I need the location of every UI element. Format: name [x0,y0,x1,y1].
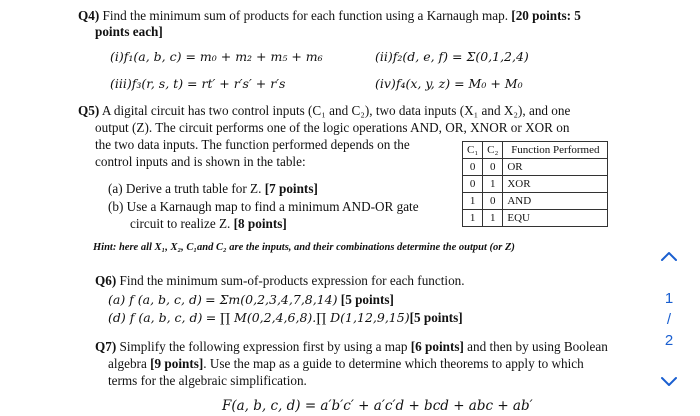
cell-c1: 0 [463,176,483,193]
page-navigator [656,248,682,398]
header-c2: C₂ [483,142,503,159]
table-row [463,193,608,210]
total-pages-number: 2 [664,332,674,349]
cell-function: EQU [503,210,608,227]
q6-a-expr: = Σm(0,2,3,4,7,8,14) [205,292,338,307]
q6-part-a [108,292,394,308]
q4-text: Find the minimum sum of products for each function using a Karnaugh map. [102,8,508,23]
q7-number: Q7) [95,339,117,354]
function-table [462,141,608,227]
q6-a-label: (a) f (a, b, c, d) [108,292,202,307]
q6-d-expr: = ∏ M(0,2,4,6,8).∏ D(1,12,9,15) [205,310,410,325]
q6-number: Q6) [95,273,117,288]
table-row [463,176,608,193]
q4-f1: (i)f₁(a, b, c) = m₀ + m₂ + m₅ + m₆ [110,49,323,64]
q6-part-d [108,310,463,326]
q7-line2-tail: . Use the map as a guide to determine which theorems to apply to which [203,356,584,371]
q5-part-a-points: [7 points] [264,181,318,196]
cell-c1: 1 [463,210,483,227]
q7-line1-tail: and then by using Boolean [467,339,608,354]
cell-function: AND [503,193,608,210]
chevron-up-icon[interactable] [660,248,678,266]
q5-text-1: A digital circuit has two control inputs (C₁ and C₂), two data inputs (X₁ and X₂), and one [101,103,571,118]
q7-line3: terms for the algebraic simplification. [108,373,307,388]
q6-heading [95,273,465,289]
cell-function: OR [503,159,608,176]
cell-c1: 1 [463,193,483,210]
q4-number: Q4) [78,8,100,23]
q5-number: Q5) [78,103,100,118]
q5-part-a [108,181,318,197]
q6-d-label: (d) f (a, b, c, d) [108,310,203,325]
chevron-down-icon[interactable] [660,372,678,390]
q6-d-points: [5 points] [409,310,463,325]
q5-hint: Hint: here all X₁, X₂, C₁and C₂ are the inputs, and their combinations determine the output (or Z) [93,242,515,253]
q4-points: [20 points: 5 [511,8,581,23]
q4-f2: (ii)f₂(d, e, f) = Σ(0,1,2,4) [375,49,529,64]
q5-part-b-text: circuit to realize Z. [130,216,231,231]
q7-line2-points: [9 points] [150,356,204,371]
q5-line1 [78,103,570,119]
q5-part-b: (b) Use a Karnaugh map to find a minimum AND-OR gate [108,199,419,214]
cell-c1: 0 [463,159,483,176]
q4-points-cont: points each] [95,24,163,39]
q7-line2-text: algebra [108,356,147,371]
table-row [463,159,608,176]
q6-a-points: [5 points] [340,292,394,307]
page-separator: / [666,311,672,328]
q5-part-b-points: [8 points] [233,216,287,231]
q4-f4: (iv)f₄(x, y, z) = M₀ + M₀ [375,76,523,91]
header-function: Function Performed [503,142,608,159]
q5-line3: the two data inputs. The function performed depends on the [95,137,410,152]
q5-part-a-text: (a) Derive a truth table for Z. [108,181,262,196]
q7-line1-text: Simplify the following expression first by using a map [119,339,408,354]
function-table-header [463,142,608,159]
current-page-number: 1 [664,290,674,307]
q7-line1-points: [6 points] [410,339,464,354]
cell-c2: 0 [483,193,503,210]
q7-line1 [95,339,608,355]
table-row [463,210,608,227]
q4-f3: (iii)f₃(r, s, t) = rt′ + r′s′ + r′s [110,76,286,91]
q7-expression: F(a, b, c, d) = a′b′c′ + a′c′d + bcd + abc + ab′ [222,398,533,414]
q6-text: Find the minimum sum-of-products expression for each function. [119,273,465,288]
q5-part-b-cont [130,216,287,232]
q5-line2: output (Z). The circuit performs one of the logic operations AND, OR, XNOR or XOR on [95,120,570,135]
header-c1: C₁ [463,142,483,159]
q4-heading [78,8,581,24]
cell-function: XOR [503,176,608,193]
q5-line4: control inputs and is shown in the table: [95,154,306,169]
cell-c2: 1 [483,176,503,193]
q7-line2 [108,356,584,372]
cell-c2: 0 [483,159,503,176]
cell-c2: 1 [483,210,503,227]
